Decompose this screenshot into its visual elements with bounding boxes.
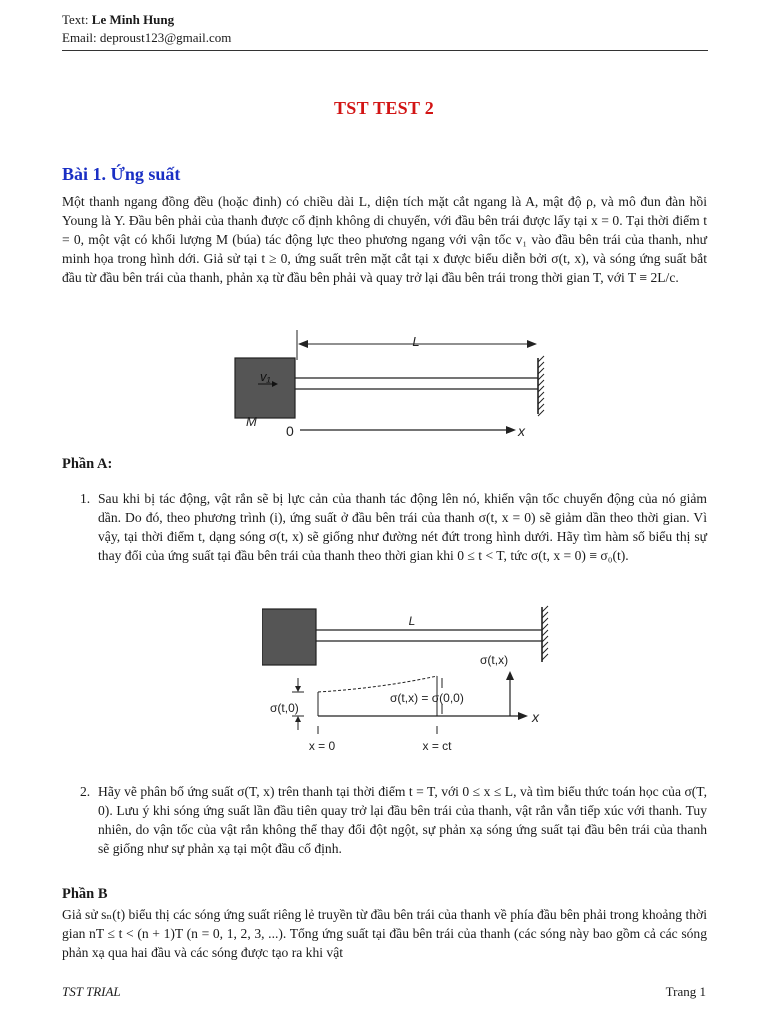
mass-block [262, 609, 316, 665]
x-axis-label: x [532, 709, 539, 725]
x-axis-arrow-head [506, 426, 516, 434]
item-number: 1. [80, 491, 91, 506]
sigma-middle-label: σ(t,x) = σ(0,0) [390, 691, 464, 705]
mass-label: M [246, 414, 257, 429]
xct-label: x = ct [422, 739, 452, 753]
length-label: L [412, 334, 420, 349]
wave-dashed-profile [318, 676, 437, 692]
sigma-left-arrow-bottom-head [295, 716, 301, 722]
length-arrow-right-head [527, 340, 537, 348]
part-a-item-1 [80, 489, 707, 565]
author-name: Le Minh Hung [91, 12, 175, 27]
item-number: 2. [80, 784, 91, 799]
page-title: TST TEST 2 [333, 98, 435, 118]
page-header [62, 11, 708, 47]
author-line [62, 11, 708, 29]
section-title: Bài 1. Ứng suất [62, 164, 181, 184]
sigma-left-label: σ(t,0) [270, 701, 299, 715]
sigma-axis-arrow-head [506, 671, 514, 680]
wall-hatch [542, 606, 548, 660]
length-label: L [408, 614, 416, 628]
email-label: Email: [62, 30, 97, 45]
email-address: deproust123@gmail.com [99, 30, 232, 45]
sigma-axis-label: σ(t,x) [480, 653, 509, 667]
velocity-label: v₁ [260, 369, 271, 384]
part-b-paragraph: Giả sử sₙ(t) biểu thị các sóng ứng suất riêng lẻ truyền từ đầu bên trái của thanh về phía đầu bên phải trong khoảng thời gian nT ≤ t < (n + 1)T (n = 0, 1, 2, 3, ...). Tổng ứng suất tại đầu bên trái của thanh (các sóng này bao gồm cả các sóng phản xạ qua hai đầu và các sóng được tạo ra khi vật [62, 907, 707, 960]
page-number: Trang 1 [665, 984, 706, 999]
origin-label: 0 [286, 423, 294, 439]
header-divider [62, 50, 708, 51]
part-b-title: Phần B [62, 886, 108, 902]
part-a-item-2 [80, 782, 707, 858]
x0-label: x = 0 [308, 739, 336, 753]
email-line [62, 29, 708, 47]
item-text: Sau khi bị tác động, vật rắn sẽ bị lực cản của thanh tác động lên nó, khiến vận tốc chuyển động của nó giảm dần. Do đó, theo phương trình (i), ứng suất ở đầu bên trái của thanh σ(t, x = 0) sẽ giảm dần theo thời gian. Vì vậy, tại thời điểm t, dạng sóng σ(t, x) sẽ giống như đường nét đứt trong hình dưới. Hãy tìm hàm số biểu thị sự thay đổi của ứng suất tại đầu bên trái của thanh theo thời gian khi 0 ≤ t < T, tức σ(t, x = 0) ≡ σ₀(t). [98, 491, 707, 563]
figure-2-stress-wave [262, 604, 562, 754]
text-label: Text: [62, 12, 89, 27]
intro-paragraph: Một thanh ngang đồng đều (hoặc đinh) có chiều dài L, diện tích mặt cắt ngang là A, mật độ ρ, và mô đun đàn hồi Young là Y. Đầu bên phải của thanh được cố định không di chuyển, với đầu bên trái được lấy tại x = 0. Tại thời điểm t = 0, một vật có khối lượng M (búa) tác động lực theo phương ngang với vận tốc v₁ vào đầu bên trái của thanh, như minh họa trong hình dới. Giả sử tại t ≥ 0, ứng suất trên mặt cắt tại x được biểu diễn bởi σ(t, x), và sóng ứng suất bắt đầu từ đầu bên trái của thanh, phản xạ từ đầu bên phải và quay trở lại đầu bên trái trong thời gian T, với T ≡ 2L/c. [62, 194, 707, 285]
part-a-title: Phần A: [62, 456, 113, 472]
wall-hatch [538, 356, 544, 416]
x-axis-label: x [518, 423, 525, 439]
x-axis-arrow-head [518, 712, 528, 720]
length-arrow-left-head [298, 340, 308, 348]
mass-block [235, 358, 295, 418]
figure-1-hammer-rod [230, 326, 550, 444]
item-text: Hãy vẽ phân bố ứng suất σ(T, x) trên thanh tại thời điểm t = T, với 0 ≤ x ≤ L, và tìm biểu thức toán học của σ(T, 0). Lưu ý khi sóng ứng suất lần đầu tiên quay trở lại đầu bên trái của thanh, vật rắn vẫn tiếp xúc với thanh. Tuy nhiên, do vận tốc của vật rắn không thể thay đổi đột ngột, sự phản xạ sóng ứng suất tại đầu bên trái của thanh sẽ giống như sự phản xạ tại một đầu cố định. [98, 784, 707, 856]
footer-left: TST TRIAL [62, 984, 121, 999]
sigma-left-arrow-top-head [295, 686, 301, 692]
